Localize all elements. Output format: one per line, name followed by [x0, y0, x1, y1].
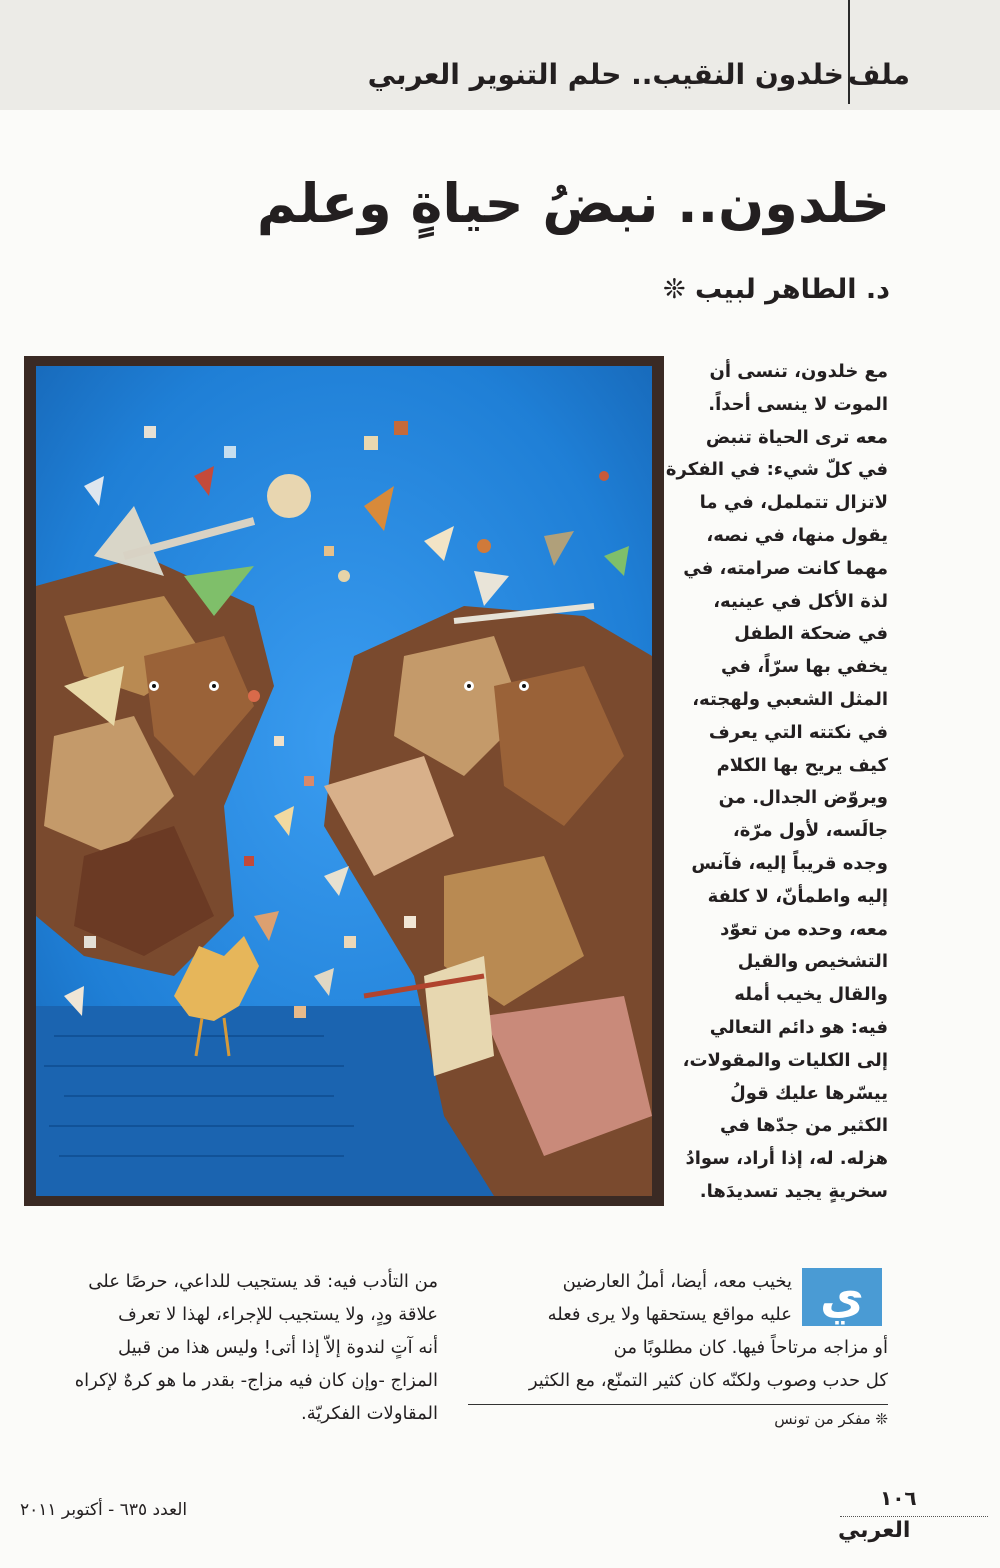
- footer-rule: [840, 1516, 988, 1517]
- header-band: [0, 0, 1000, 110]
- right-column: [468, 1265, 888, 1397]
- issue-info: العدد ٦٣٥ - أكتوبر ٢٠١١: [20, 1500, 188, 1520]
- footnote-divider: [468, 1404, 888, 1405]
- text-line: الكثير من جدّها في: [719, 1115, 888, 1137]
- text-line: مهما كانت صرامته، في: [683, 557, 888, 579]
- text-line: ييسّرها عليك قولُ: [730, 1082, 888, 1104]
- text-line: كل حدب وصوب ولكنّه كان كثير التمنّع، مع الكثير: [528, 1370, 888, 1391]
- text-line: كيف يريح بها الكلام: [716, 754, 888, 776]
- magazine-name: العربي: [838, 1518, 911, 1543]
- text-line: إلى الكليات والمقولات،: [682, 1049, 888, 1071]
- text-line: المقاولات الفكريّة.: [301, 1403, 438, 1424]
- article-title: خلدون.. نبضُ حياةٍ وعلم: [256, 172, 890, 235]
- text-line: فيه: هو دائم التعالي: [709, 1016, 888, 1038]
- text-line: مع خلدون، تنسى أن: [709, 361, 888, 382]
- page-number: ١٠٦: [880, 1486, 917, 1510]
- text-line: في كلّ شيء: في الفكرة: [665, 459, 888, 481]
- text-line: علاقة ودٍ، ولا يستجيب للإجراء، لهذا لا تعرف: [118, 1304, 438, 1325]
- text-line: معه، وحده من تعوّد: [720, 918, 888, 940]
- text-line: لذة الأكل في عينيه،: [713, 590, 888, 612]
- text-line: التشخيص والقيل: [737, 951, 888, 973]
- moon: [267, 474, 311, 518]
- text-line: جالَسه، لأول مرّة،: [732, 820, 888, 842]
- text-line: هزله. له، إذا أراد، سوادُ: [685, 1148, 888, 1170]
- text-line: المثل الشعبي ولهجته،: [692, 688, 888, 710]
- text-line: يخفي بها سرّاً، في: [720, 656, 888, 678]
- text-line: ويروّض الجدال. من: [718, 787, 888, 809]
- text-line: عليه مواقع يستحقها ولا يرى فعله: [547, 1304, 792, 1325]
- text-line: أو مزاجه مرتاحاً فيها. كان مطلوبًا من: [613, 1337, 888, 1358]
- section-title: خلدون النقيب.. حلم التنوير العربي: [367, 58, 844, 91]
- text-line: لاتزال تتململ، في ما: [699, 492, 888, 514]
- text-line: في ضحكة الطفل: [734, 623, 888, 645]
- text-line: في نكتته التي يعرف: [708, 721, 888, 743]
- text-line: المزاج -وإن كان فيه مزاج- بقدر ما هو كرهٌ لإكراه: [74, 1370, 438, 1391]
- left-column: [20, 1265, 438, 1430]
- text-line: الموت لا ينسى أحداً.: [708, 393, 888, 415]
- text-line: معه ترى الحياة تنبض: [705, 426, 888, 448]
- article-author: د. الطاهر لبيب ❊: [662, 274, 890, 305]
- text-line: يخيب معه، أيضا، أملُ العارضين: [562, 1271, 792, 1292]
- text-line: وجده قريباً إليه، فآنس: [691, 852, 888, 874]
- text-line: سخريةٍ يجيد تسديدَها.: [699, 1180, 888, 1202]
- text-line: والقال يخيب أمله: [734, 984, 888, 1006]
- narrow-column: [665, 356, 888, 1209]
- text-line: يقول منها، في نصه،: [706, 524, 888, 546]
- text-line: أنه آتٍ لندوة إلاّ إذا أتى! وليس هذا من قبيل: [117, 1337, 438, 1358]
- author-footnote: ❊ مفكر من تونس: [774, 1410, 888, 1428]
- text-line: إليه واطمأنّ، لا كلفة: [707, 885, 888, 907]
- article-illustration: [24, 356, 664, 1206]
- text-line: من التأدب فيه: قد يستجيب للداعي، حرصًا على: [88, 1271, 438, 1292]
- section-label: ملف: [847, 58, 910, 91]
- drop-cap: ي: [802, 1268, 882, 1326]
